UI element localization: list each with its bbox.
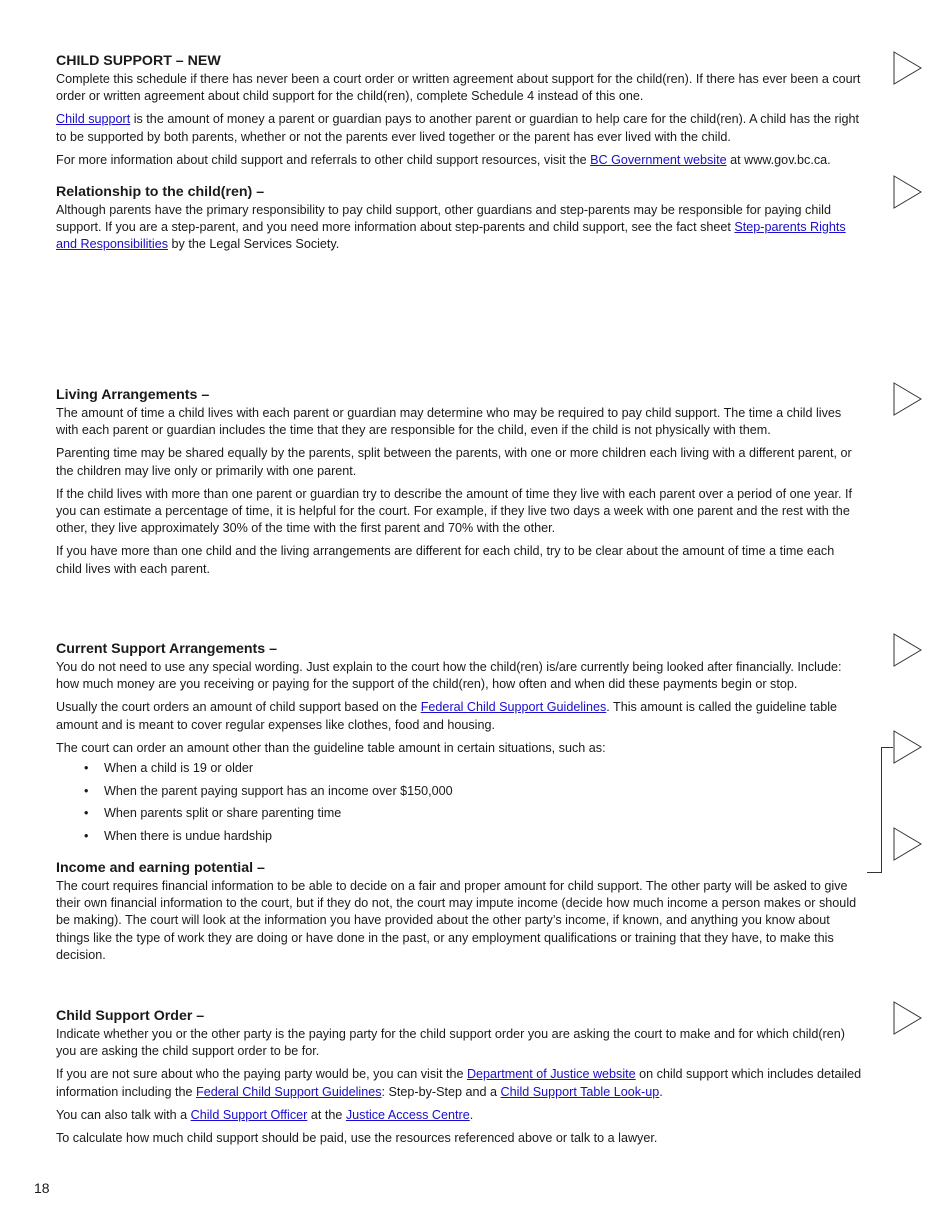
section-child-support-order — [56, 1007, 862, 1153]
section-heading: CHILD SUPPORT – NEW — [56, 53, 221, 69]
bullet: • — [84, 761, 89, 776]
federal-guidelines-link[interactable]: Federal Child Support Guidelines — [196, 1084, 382, 1099]
section-income-earning — [56, 859, 862, 970]
section-arrow-icon — [893, 382, 923, 416]
section-arrow-icon — [893, 730, 923, 764]
bracket-line — [867, 747, 882, 873]
page-number: 18 — [34, 1180, 50, 1196]
section-arrow-icon — [893, 633, 923, 667]
section-heading: Living Arrangements – — [56, 387, 210, 403]
bullet: • — [84, 806, 89, 821]
section-living-arrangements — [56, 386, 862, 584]
paragraph: The court requires financial information to be able to decide on a fair and proper amount for child support. The other party will be asked to give their own financial information to the court, but if they do not, the court may impute income (decide how much income a person makes or should be making). The court will look at the information you have provided about the other party’s income, if known, and anything you know about things like the type of work they are doing or have done in the past, or any employment qualifications or training that they have, to make this decision. — [56, 879, 857, 962]
list-item: • When there is undue hardship — [84, 828, 273, 843]
situations-list — [56, 760, 862, 850]
section-heading: Relationship to the child(ren) – — [56, 184, 265, 200]
paragraph: If you are not sure about who the paying party would be, you can visit the Department of Justice website on child support which includes detailed information including the Federal Child Support Guidelines: Step-by-Step and a Child Support Table Look-up. — [56, 1067, 862, 1099]
paragraph: Complete this schedule if there has never been a court order or written agreement about support for the child(ren). If there has ever been a court order or written agreement about child support for the child(ren), complete Schedule 4 instead of this one. — [56, 72, 861, 104]
paragraph: Indicate whether you or the other party is the paying party for the child support order you are asking the court to make and for which child(ren) you are asking the child support order to be for. — [56, 1027, 845, 1059]
bullet: • — [84, 828, 89, 843]
federal-guidelines-link[interactable]: Federal Child Support Guidelines — [420, 700, 607, 715]
child-support-officer-link[interactable]: Child Support Officer — [190, 1107, 308, 1122]
bullet: • — [84, 783, 89, 798]
paragraph: Child support is the amount of money a parent or guardian pays to another parent or guardian to help care for the child(ren). A child has the right to be supported by both parents, whether or not the parents ever lived together or the parent has ever lived with the child. — [56, 112, 859, 144]
bc-government-website-link[interactable]: BC Government website — [590, 152, 727, 167]
paragraph: Usually the court orders an amount of child support based on the Federal Child Support Guidelines. This amount is called the guideline table amount and is meant to cover regular expenses like clothes, food and housing. — [56, 700, 838, 732]
paragraph: For more information about child support and referrals to other child support resources, visit the BC Government website at www.gov.bc.ca. — [56, 152, 831, 167]
paragraph: You do not need to use any special wording. Just explain to the court how the child(ren) is/are currently being looked after financially. Include: how much money are you receiving or paying for the support of the child(ren), how often and when did these payments begin or stop. — [56, 660, 842, 692]
section-arrow-icon — [893, 175, 923, 209]
section-child-support-new — [56, 52, 862, 175]
paragraph: Although parents have the primary responsibility to pay child support, other guardians and step-parents may be responsible for paying child support. If you are a step-parent, and you need more information about step-parents and child support, see the fact sheet Step-parents Rights and Responsibilities by the Legal Services Society. — [56, 203, 846, 252]
justice-access-centre-link[interactable]: Justice Access Centre — [345, 1107, 470, 1122]
paragraph: You can also talk with a Child Support Officer at the Justice Access Centre. — [56, 1107, 474, 1122]
list-item: • When parents split or share parenting time — [84, 806, 342, 821]
list-item: • When a child is 19 or older — [84, 761, 254, 776]
section-relationship — [56, 183, 862, 260]
section-heading: Current Support Arrangements – — [56, 641, 277, 657]
paragraph: To calculate how much child support should be paid, use the resources referenced above or talk to a lawyer. — [56, 1131, 658, 1146]
paragraph: Parenting time may be shared equally by the parents, split between the parents, with one or more children each living with a different parent, or the children may live only or primarily with one parent. — [56, 446, 852, 478]
table-lookup-link[interactable]: Child Support Table Look-up — [500, 1084, 660, 1099]
section-arrow-icon — [893, 1001, 923, 1035]
child-support-link[interactable]: Child support — [56, 112, 131, 127]
paragraph: If the child lives with more than one parent or guardian try to describe the amount of time they live with each parent over a period of one year. If you can estimate a percentage of time, it is helpful for the court. For example, if they live two days a week with one parent and the rest with the other, they live approximately 30% of the time with the first parent and 70% with the other. — [56, 486, 852, 536]
bracket-line — [881, 747, 893, 748]
section-arrow-icon — [893, 51, 923, 85]
paragraph: If you have more than one child and the living arrangements are different for each child, try to be clear about the amount of time a time each child lives with each parent. — [56, 544, 835, 576]
section-heading: Child Support Order – — [56, 1008, 205, 1024]
section-arrow-icon — [893, 827, 923, 861]
section-heading: Income and earning potential – — [56, 860, 265, 876]
paragraph: The amount of time a child lives with each parent or guardian may determine who may be required to pay child support. The time a child lives with each parent or guardian includes the time that they are responsible for the child, even if the child is not physically with them. — [56, 406, 842, 438]
list-item: • When the parent paying support has an income over $150,000 — [84, 783, 453, 798]
paragraph: The court can order an amount other than the guideline table amount in certain situations, such as: — [56, 740, 606, 755]
department-of-justice-link[interactable]: Department of Justice website — [466, 1067, 636, 1082]
section-current-support — [56, 640, 862, 850]
step-parents-rights-link[interactable]: Step-parents Rights and Responsibilities — [56, 220, 846, 252]
